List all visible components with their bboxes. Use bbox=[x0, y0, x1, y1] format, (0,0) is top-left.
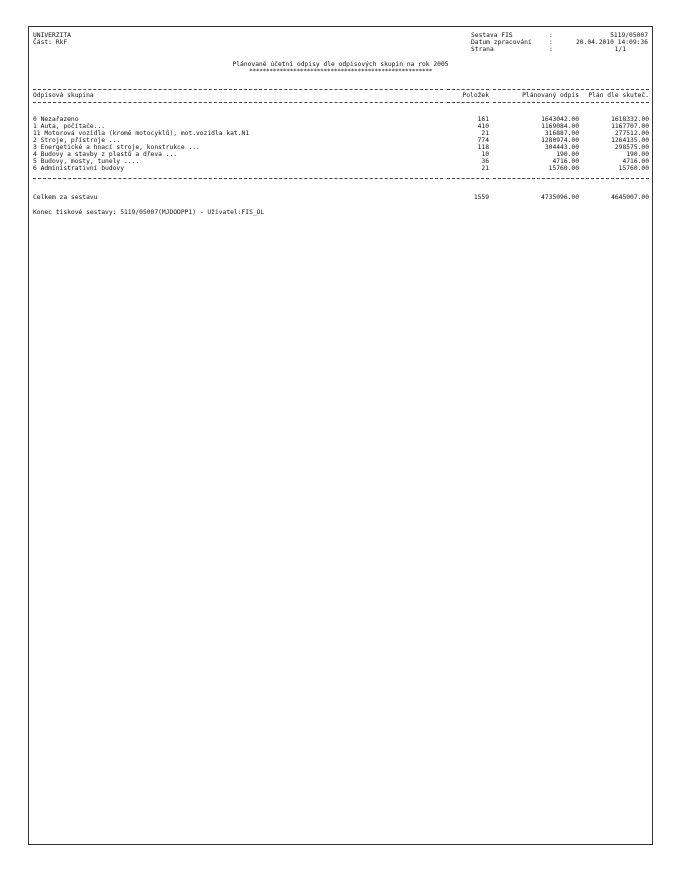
table-row-actual: 1167707.00 bbox=[611, 123, 649, 130]
meta-value-date: 20.04.2010 14:09:36 bbox=[575, 39, 648, 46]
table-row-group: 3 Energetické a hnací stroje, konstrukce ... bbox=[33, 144, 200, 151]
table-row-count: 21 bbox=[481, 130, 489, 137]
org-part: Část: RkF bbox=[33, 39, 68, 46]
table-row-group: 6 Administrativní budovy bbox=[33, 165, 124, 172]
table-row-planned: 316887.00 bbox=[544, 130, 579, 137]
table-row-planned: 1643042.00 bbox=[541, 116, 579, 123]
table-row-group: 1 Auta, počítače... bbox=[33, 123, 106, 130]
table-row-group: 2 Stroje, přístroje ... bbox=[33, 137, 121, 144]
rule bbox=[493, 178, 579, 179]
table-row-count: 410 bbox=[477, 123, 489, 130]
rule bbox=[581, 178, 649, 179]
total-planned: 4735096.00 bbox=[541, 194, 579, 201]
rule bbox=[447, 178, 489, 179]
col-header-count: Položek bbox=[462, 92, 489, 99]
table-row-planned: 15760.00 bbox=[548, 165, 579, 172]
table-row-count: 21 bbox=[481, 165, 489, 172]
total-actual: 4645007.00 bbox=[611, 194, 649, 201]
table-row-count: 118 bbox=[477, 144, 489, 151]
meta-value-page: 1/1 bbox=[614, 46, 626, 53]
col-header-actual: Plán dle skuteč. bbox=[588, 92, 649, 99]
table-row-count: 10 bbox=[481, 151, 489, 158]
table-row-planned: 304443.00 bbox=[544, 144, 579, 151]
table-row-actual: 1618332.00 bbox=[611, 116, 649, 123]
meta-colon: : bbox=[549, 46, 553, 53]
meta-label-page: Strana bbox=[471, 46, 494, 53]
rule bbox=[447, 89, 489, 90]
meta-label-date: Datum zpracování bbox=[471, 39, 532, 46]
table-row-actual: 15760.00 bbox=[618, 165, 649, 172]
col-header-group: Odpisová skupina bbox=[33, 92, 94, 99]
table-row-count: 161 bbox=[477, 116, 489, 123]
meta-value-report: 5119/05007 bbox=[610, 32, 648, 39]
meta-colon: : bbox=[549, 32, 553, 39]
total-count: 1559 bbox=[473, 194, 489, 201]
rule bbox=[581, 102, 649, 103]
meta-label-report: Sestava FIS bbox=[471, 32, 513, 39]
rule bbox=[447, 102, 489, 103]
table-row-count: 774 bbox=[477, 137, 489, 144]
table-row-group: 4 Budovy a stavby z plastů a dřeva ... bbox=[33, 151, 178, 158]
table-row-group: 11 Motorová vozidla (kromě motocyklů), mot.vozidla kat.N1 bbox=[33, 130, 250, 137]
table-row-actual: 298575.00 bbox=[614, 144, 649, 151]
table-row-planned: 4716.00 bbox=[552, 158, 579, 165]
table-row-group: 5 Budovy, mosty, tunely .... bbox=[33, 158, 140, 165]
rule bbox=[493, 89, 579, 90]
table-row-actual: 1264135.00 bbox=[611, 137, 649, 144]
table-row-planned: 1169084.00 bbox=[541, 123, 579, 130]
table-row-actual: 190.00 bbox=[626, 151, 649, 158]
rule bbox=[33, 89, 443, 90]
report-page bbox=[28, 26, 653, 845]
org-name: UNIVERZITA bbox=[33, 32, 71, 39]
table-row-group: 0 Nezařazeno bbox=[33, 116, 79, 123]
report-title: Plánované účetní odpisy dle odpisových skupin na rok 2005 bbox=[232, 61, 449, 68]
table-row-count: 36 bbox=[481, 158, 489, 165]
table-row-planned: 190.00 bbox=[556, 151, 579, 158]
rule bbox=[581, 89, 649, 90]
rule bbox=[33, 178, 443, 179]
table-row-planned: 1280974.00 bbox=[541, 137, 579, 144]
rule bbox=[493, 102, 579, 103]
rule bbox=[33, 102, 443, 103]
meta-colon: : bbox=[549, 39, 553, 46]
table-row-actual: 4716.00 bbox=[622, 158, 649, 165]
table-row-actual: 277512.00 bbox=[614, 130, 649, 137]
title-underline: ****************************************************** bbox=[248, 68, 433, 75]
total-label: Celkem za sestavu bbox=[33, 194, 98, 201]
report-footer: Konec tiskové sestavy: 5119/05007(MJDODPP1) - Uživatel:FIS_OL bbox=[33, 209, 265, 216]
col-header-planned: Plánovaný odpis bbox=[522, 92, 579, 99]
